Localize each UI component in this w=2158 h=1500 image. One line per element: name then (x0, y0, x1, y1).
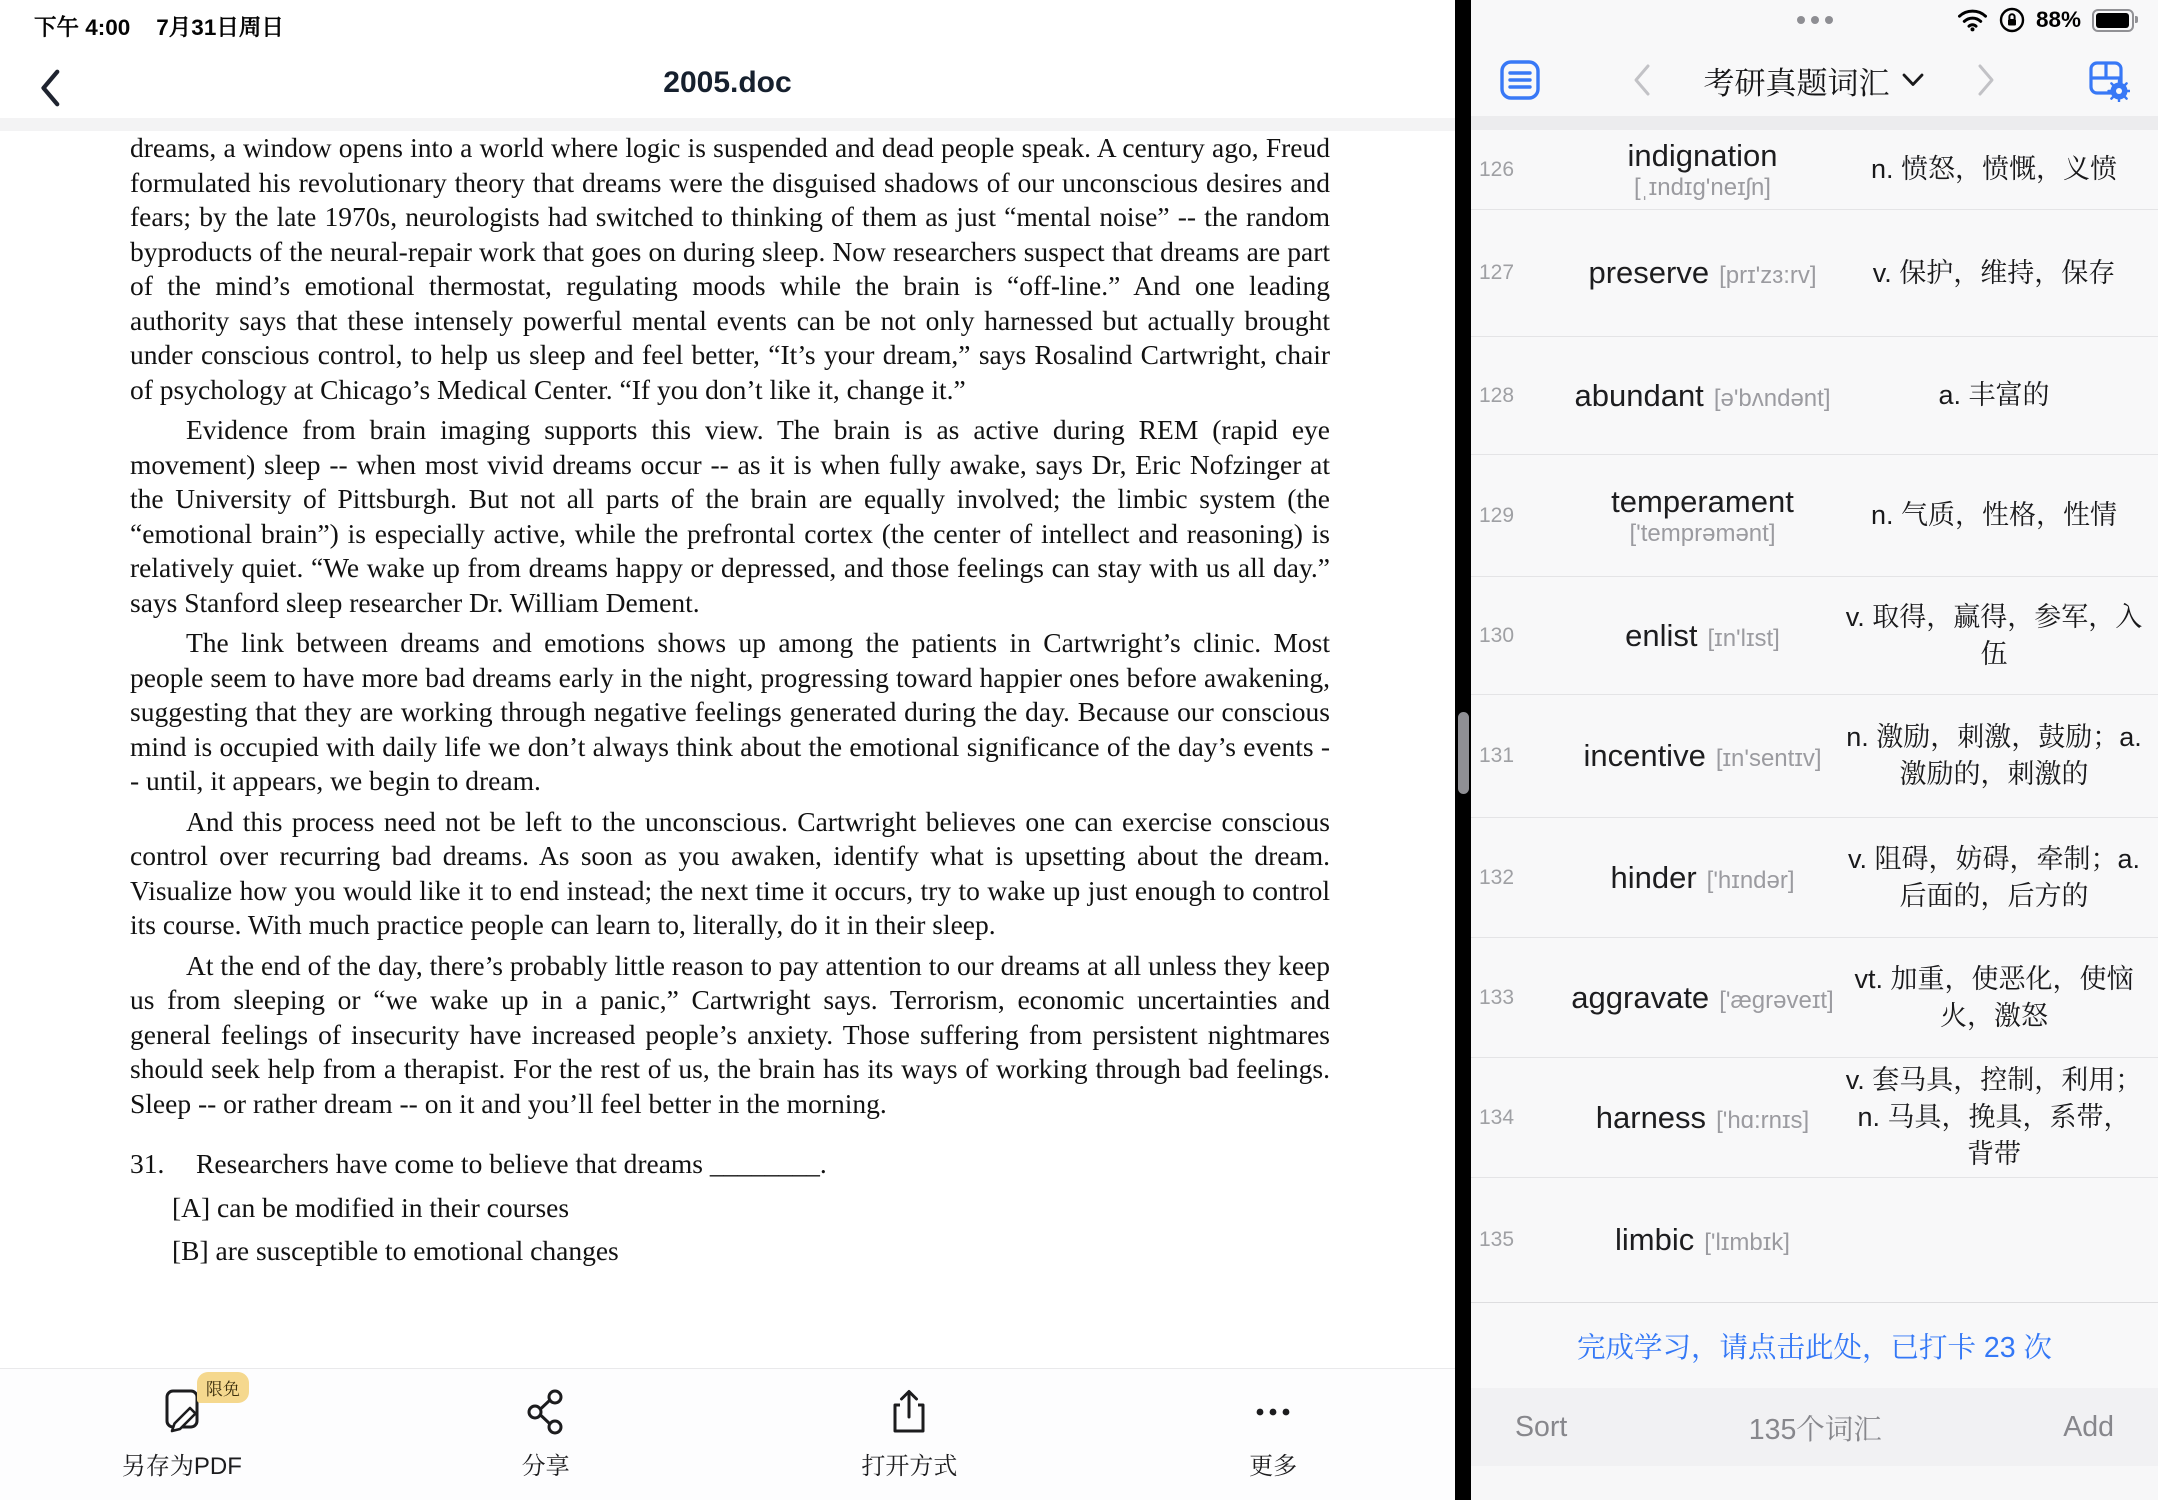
word-phonetic: ['lɪmbɪk] (1704, 1229, 1790, 1256)
vocab-row-132[interactable] (1471, 818, 2158, 938)
word-text: limbic (1615, 1222, 1695, 1257)
more-label: 更多 (1249, 1453, 1298, 1480)
word-number: 135 (1479, 1228, 1515, 1251)
word-number: 131 (1479, 744, 1515, 767)
question-text: Researchers have come to believe that dreams ________. (196, 1148, 827, 1179)
word-number: 132 (1479, 865, 1515, 889)
wordbook-title: 考研真题词汇 (1703, 65, 1890, 101)
word-text: incentive (1583, 738, 1706, 773)
word-text: abundant (1574, 377, 1704, 413)
paragraph: At the end of the day, there’s probably little reason to pay attention to our dreams at all unless they keep us from sleeping or “we wake up in a panic,” Cartwright says. Terrorism, economic uncertainties and general feelings of insecurity have increased people’s anxiety. Those suffering from persistent nightmares should seek help from a therapist. For the rest of us, the brain has its ways of working through bad feelings. Sleep -- or rather dream -- on it and you’ll feel better in the morning. (130, 949, 1330, 1119)
vocab-row-126[interactable] (1471, 130, 2158, 210)
question-stem (130, 1147, 1330, 1182)
battery-icon (2092, 9, 2134, 32)
vocab-row-135[interactable] (1471, 1178, 2158, 1303)
word-number: 130 (1479, 623, 1515, 647)
word-text: hinder (1610, 859, 1697, 895)
word-number: 126 (1479, 157, 1515, 181)
word-number: 134 (1479, 1105, 1515, 1129)
open-with-icon (886, 1384, 932, 1440)
word-count: 135个词汇 (1748, 1413, 1882, 1446)
open-with-label: 打开方式 (861, 1453, 958, 1480)
word-definition: v. 保护，维持，保存 (1872, 257, 2116, 288)
word-phonetic: ['hɑ:rnɪs] (1716, 1106, 1810, 1134)
vocab-app-pane (1471, 0, 2158, 1500)
word-number: 128 (1479, 383, 1515, 407)
paragraph: dreams, a window opens into a world where logic is suspended and dead people speak. A century ago, Freud formulated his revolutionary theory that dreams were the disguised shadows of our unconscious desires and fears; by the late 1970s, neurologists had switched to thinking of them as just “mental noise” -- the random byproducts of the neural-repair work that goes on during sleep. Now researchers suspect that dreams are part of the mind’s emotional thermostat, regulating moods while the brain is “off-line.” And one leading authority says that these intensely powerful mental events can be not only harnessed but actually brought under conscious control, to help us sleep and feel better, “It’s your dream,” says Rosalind Cartwright, chair of psychology at Chicago’s Medical Center. “If you don’t like it, change it.” (130, 132, 1330, 405)
word-number: 129 (1479, 503, 1515, 527)
share-button[interactable] (364, 1384, 728, 1500)
doc-toolbar (0, 1368, 1455, 1500)
add-button[interactable]: Add (2063, 1410, 2114, 1443)
vocab-list (1471, 130, 2158, 1388)
bottom-safe-area (1471, 1466, 2158, 1500)
chevron-down-icon (1902, 73, 1924, 87)
word-phonetic: [ˌɪndɪɡ'neɪʃn] (1634, 173, 1771, 201)
split-view-divider (1455, 0, 1471, 1500)
word-phonetic: [ɪn'sentɪv] (1715, 745, 1822, 772)
word-definition: v. 取得，赢得，参军，入伍 (1845, 601, 2143, 669)
document-title: 2005.doc (663, 66, 792, 99)
vocab-bottom-bar (1471, 1388, 2158, 1466)
question-number: 31. (130, 1148, 165, 1179)
share-nodes-icon (522, 1384, 570, 1440)
word-phonetic: [ə'bʌndənt] (1713, 384, 1831, 412)
status-bar-left (34, 10, 284, 42)
word-number: 127 (1479, 261, 1515, 284)
free-badge: 限免 (197, 1372, 249, 1403)
word-definition: vt. 加重，使恶化，使恼火，激怒 (1854, 963, 2134, 1031)
word-text: preserve (1588, 255, 1710, 290)
orientation-lock-icon (1999, 7, 2025, 33)
open-with-button[interactable] (728, 1384, 1092, 1500)
word-text: indignation (1627, 137, 1778, 173)
page-top-strip (0, 118, 1455, 131)
word-definition: n. 愤怒，愤慨，义愤 (1870, 154, 2118, 184)
word-phonetic: ['æɡrəveɪt] (1719, 986, 1834, 1014)
word-phonetic: [ɪn'lɪst] (1707, 624, 1780, 652)
word-phonetic: ['hɪndər] (1706, 866, 1795, 894)
vocab-nav-bar (1471, 44, 2158, 116)
prev-wordbook-button[interactable] (1632, 63, 1652, 97)
word-text: enlist (1625, 617, 1698, 653)
word-list-icon[interactable] (1499, 59, 1541, 101)
question-option-b: [B] are susceptible to emotional changes (172, 1235, 619, 1266)
share-label: 分享 (521, 1453, 570, 1480)
battery-percent: 88% (2035, 7, 2081, 32)
status-time: 下午 4:00 (34, 15, 131, 40)
question-option-a: [A] can be modified in their courses (172, 1191, 570, 1223)
vocab-row-130[interactable] (1471, 577, 2158, 695)
word-number: 133 (1479, 985, 1515, 1009)
word-phonetic: [prɪ'zɜ:rv] (1719, 262, 1817, 289)
vocab-row-131[interactable] (1471, 695, 2158, 818)
word-definition: a. 丰富的 (1938, 380, 2050, 410)
save-as-pdf-button[interactable] (0, 1380, 364, 1500)
status-bar-right (1471, 0, 2158, 44)
word-text: harness (1595, 1099, 1707, 1135)
document-content (130, 131, 1330, 1368)
word-text: aggravate (1571, 979, 1710, 1015)
more-icon (1248, 1384, 1298, 1440)
save-as-pdf-label: 另存为PDF (121, 1453, 242, 1480)
multitask-menu-icon[interactable] (1797, 16, 1833, 24)
vocab-row-129[interactable] (1471, 455, 2158, 577)
save-as-pdf-icon (159, 1380, 240, 1440)
card-settings-icon[interactable] (2086, 58, 2130, 102)
checkin-link[interactable]: 完成学习，请点击此处，已打卡 23 次 (1576, 1331, 2053, 1364)
question-block (130, 1147, 1330, 1269)
vocab-row-134[interactable] (1471, 1058, 2158, 1178)
vocab-row-133[interactable] (1471, 938, 2158, 1058)
paragraph: The link between dreams and emotions shows up among the patients in Cartwright’s clinic. Most people seem to have more bad dreams early in the night, progressing toward happier ones before awakening, suggesting that they are working through negative feelings generated during the day. Because our conscious mind is occupied with daily life we don’t always think about the emotional significance of the day’s events -- until, it appears, we begin to dream. (130, 627, 1330, 796)
wordbook-title-dropdown[interactable] (1704, 58, 1924, 103)
paragraph: And this process need not be left to the unconscious. Cartwright believes one can exercise conscious control over recurring bad dreams. As soon as you awaken, identify what is upsetting about the dream. Visualize how you would like it to end instead; the next time it occurs, try to wake up just enough to control its course. With much practice people can learn to, literally, do it in their sleep. (130, 805, 1330, 940)
vocab-row-128[interactable] (1471, 337, 2158, 455)
nav-bottom-strip (1471, 116, 2158, 130)
sort-button[interactable]: Sort (1515, 1410, 1568, 1443)
wifi-icon (1957, 8, 1988, 32)
vocab-row-127[interactable] (1471, 210, 2158, 337)
split-view-handle[interactable] (1458, 712, 1469, 794)
word-definition: v. 阻碍，妨碍，牵制；a. 后面的，后方的 (1847, 843, 2141, 911)
word-phonetic: ['temprəmənt] (1629, 519, 1776, 547)
word-definition: n. 气质，性格，性情 (1870, 500, 2118, 530)
word-text: temperament (1611, 483, 1794, 519)
next-wordbook-button[interactable] (1976, 63, 1996, 97)
word-definition: v. 套马具，控制，利用；n. 马具，挽具，系带，背带 (1845, 1065, 2143, 1169)
word-definition: n. 激励，刺激，鼓励；a. 激励的，刺激的 (1846, 722, 2142, 789)
paragraph: Evidence from brain imaging supports this view. The brain is as active during REM (rapid eye movement) sleep -- when most vivid dreams occur -- as it is when fully awake, says Dr, Eric Nofzinger at the University of Pittsburgh. But not all parts of the brain are equally involved; the limbic system (the “emotional brain”) is especially active, while the prefrontal cortex (the center of intellect and reasoning) is relatively quiet. “We wake up from dreams happy or depressed, and those feelings can stay with us all day.” says Stanford sleep researcher Dr. William Dement. (130, 414, 1330, 618)
more-button[interactable] (1091, 1384, 1455, 1500)
status-date: 7月31日周日 (156, 15, 284, 40)
